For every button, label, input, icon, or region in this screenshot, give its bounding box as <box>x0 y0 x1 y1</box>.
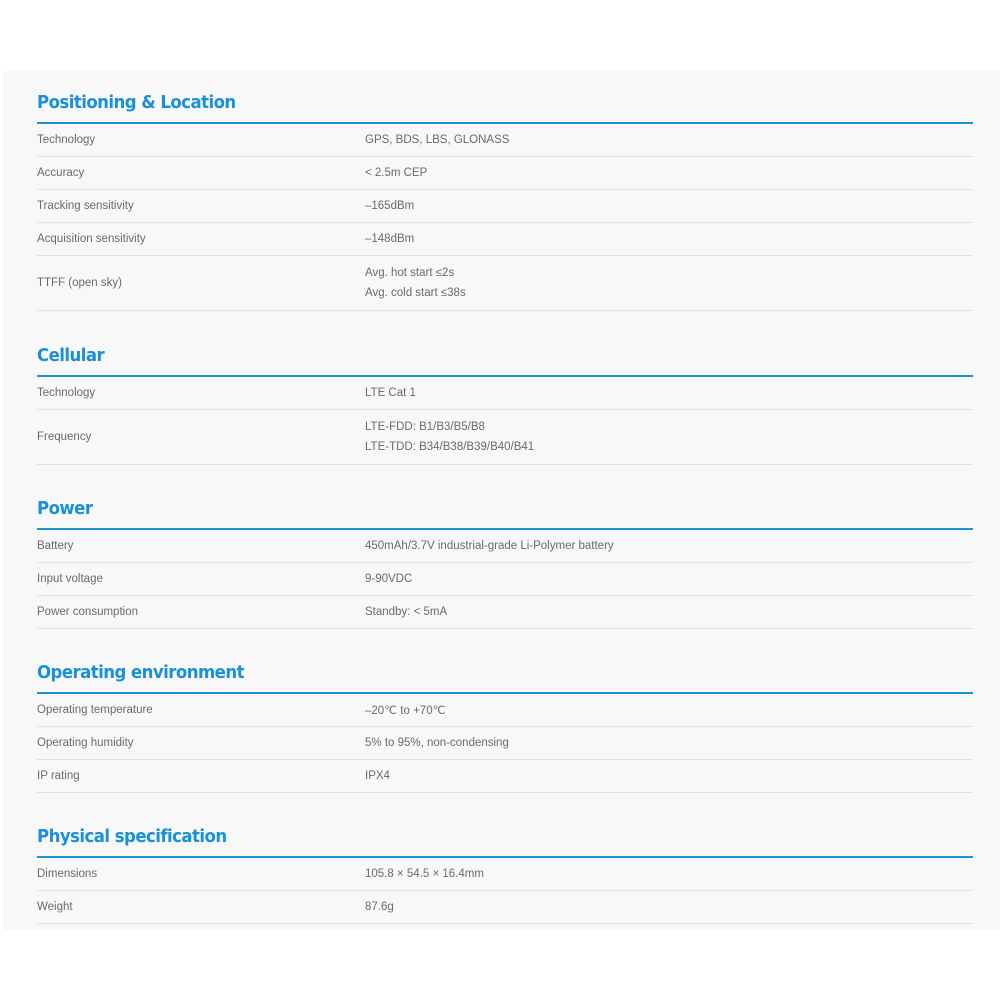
spec-value <box>365 540 973 552</box>
spec-label: Input voltage <box>37 573 103 585</box>
spec-value-line: –20℃ to +70℃ <box>365 705 446 717</box>
spec-row <box>37 760 973 793</box>
spec-section <box>37 344 973 465</box>
spec-label: Tracking sensitivity <box>37 200 134 212</box>
spec-label: Acquisition sensitivity <box>37 233 146 245</box>
spec-row <box>37 223 973 256</box>
section-title: Physical specification <box>37 826 227 847</box>
spec-row <box>37 377 973 410</box>
spec-panel <box>3 71 1000 930</box>
spec-value <box>365 901 973 913</box>
spec-label: Battery <box>37 540 74 552</box>
spec-label: Accuracy <box>37 167 85 179</box>
spec-row <box>37 256 973 311</box>
spec-value-line: Standby: < 5mA <box>365 606 448 618</box>
spec-value <box>365 703 973 717</box>
spec-section <box>37 825 973 924</box>
spec-value-line: Avg. hot start ≤2s <box>365 267 455 279</box>
spec-value <box>365 134 973 146</box>
spec-label: Dimensions <box>37 868 98 880</box>
spec-label: Technology <box>37 134 96 146</box>
spec-row <box>37 858 973 891</box>
spec-label: Operating humidity <box>37 737 134 749</box>
spec-section <box>37 497 973 629</box>
spec-row <box>37 891 973 924</box>
spec-value <box>365 868 973 880</box>
spec-value-line: 9-90VDC <box>365 573 413 585</box>
spec-value <box>365 387 973 399</box>
spec-label: Frequency <box>37 431 92 443</box>
spec-value-line: LTE-TDD: B34/B38/B39/B40/B41 <box>365 441 535 453</box>
spec-row <box>37 563 973 596</box>
spec-section <box>37 91 973 311</box>
spec-row <box>37 694 973 727</box>
spec-value <box>365 573 973 585</box>
spec-value <box>365 167 973 179</box>
spec-value <box>365 770 973 782</box>
spec-label: IP rating <box>37 770 80 782</box>
spec-value-line: LTE-FDD: B1/B3/B5/B8 <box>365 421 485 433</box>
spec-value-line: GPS, BDS, LBS, GLONASS <box>365 134 510 146</box>
spec-row <box>37 596 973 629</box>
spec-value-line: Avg. cold start ≤38s <box>365 287 466 299</box>
spec-label: Weight <box>37 901 73 913</box>
section-title: Positioning & Location <box>37 92 236 113</box>
spec-value-line: LTE Cat 1 <box>365 387 416 399</box>
spec-value-line: < 2.5m CEP <box>365 167 428 179</box>
spec-label: Technology <box>37 387 96 399</box>
spec-row <box>37 727 973 760</box>
section-title: Power <box>37 498 93 519</box>
spec-value-line: –148dBm <box>365 233 415 245</box>
spec-row <box>37 190 973 223</box>
spec-label: TTFF (open sky) <box>37 277 122 289</box>
spec-value-line: 5% to 95%, non-condensing <box>365 737 509 749</box>
spec-row <box>37 410 973 465</box>
spec-section <box>37 661 973 793</box>
spec-row <box>37 124 973 157</box>
spec-value <box>365 200 973 212</box>
spec-value <box>365 233 973 245</box>
spec-row <box>37 530 973 563</box>
section-title: Operating environment <box>37 662 244 683</box>
spec-value-line: 450mAh/3.7V industrial-grade Li-Polymer battery <box>365 540 614 552</box>
section-title: Cellular <box>37 345 105 366</box>
spec-value-line: –165dBm <box>365 200 415 212</box>
spec-value-line: 105.8 × 54.5 × 16.4mm <box>365 868 484 880</box>
spec-value <box>365 606 973 618</box>
spec-value-line: 87.6g <box>365 901 394 913</box>
spec-row <box>37 157 973 190</box>
spec-value <box>365 267 973 299</box>
spec-value <box>365 421 973 453</box>
spec-label: Power consumption <box>37 606 138 618</box>
spec-label: Operating temperature <box>37 704 153 716</box>
spec-value-line: IPX4 <box>365 770 390 782</box>
spec-value <box>365 737 973 749</box>
